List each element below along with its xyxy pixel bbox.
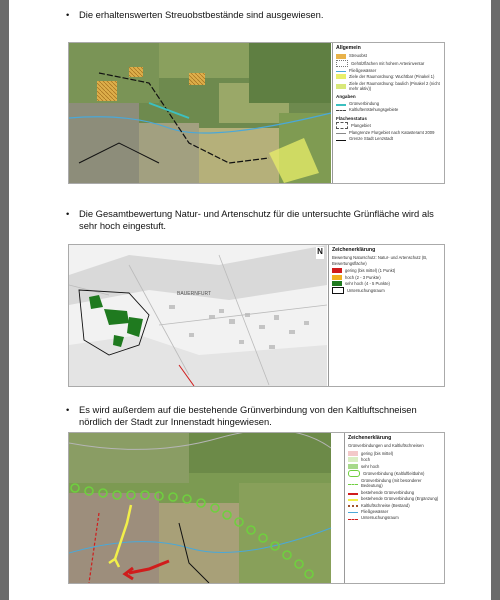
- legend-item: bestehende Grünverbindung: [348, 490, 441, 495]
- swatch-icon: [348, 503, 358, 507]
- map-2-legend-sub: Bewertung Naturschutz: Natur- und Artenschutz (B, Bewertungsfläche): [332, 255, 428, 266]
- swatch-icon: [348, 464, 358, 469]
- swatch-icon: [336, 84, 346, 89]
- swatch-icon: [336, 138, 346, 141]
- legend-item: hoch (2 - 3 Punkte): [332, 275, 441, 280]
- map-2-legend: [328, 245, 444, 386]
- bullet-3-text: Es wird außerdem auf die bestehende Grünverbindung von den Kaltluftschneisen nördlich der Stadt zur Innenstadt hingewiesen.: [79, 404, 417, 427]
- legend-item: gering (bis mittel): [348, 451, 441, 456]
- legend-item: Gehölzflächen mit hohem Arteninventar: [336, 60, 441, 67]
- swatch-icon: [348, 517, 358, 520]
- swatch-icon: [332, 281, 342, 286]
- legend-item: Streuobst: [336, 53, 441, 58]
- legend-item: Ziele der Raumordnung: baulich (Pinakel 2 (nicht mehr aktiv)): [336, 81, 441, 92]
- bullet-glyph: •: [66, 404, 70, 415]
- swatch-icon: [336, 108, 346, 111]
- map-3-legend-title: Zeichenerklärung: [348, 435, 392, 441]
- swatch-icon: [348, 451, 358, 456]
- map-1-legend-section: Flächenstatus: [336, 115, 367, 121]
- town-label: BAUERNFURT: [177, 291, 212, 297]
- legend-item: bestehende Grünverbindung (Ergänzung): [348, 496, 441, 501]
- yellow-arrow-icon: [348, 497, 358, 501]
- bullet-2-text: Die Gesamtbewertung Natur- und Artenschutz für die untersuchte Grünfläche wird als sehr hoch eingestuft.: [79, 208, 434, 231]
- legend-item: Kaltluftschneise (Bestand): [348, 503, 441, 508]
- legend-item: Plangebiet: [336, 122, 441, 129]
- legend-item: gering (bis mittel) (1 Punkt): [332, 268, 441, 273]
- legend-item: Grünverbindung (mit besonderer Bedeutung): [348, 478, 441, 489]
- swatch-icon: [336, 131, 346, 134]
- map-2-bewertung: [68, 244, 445, 387]
- red-arrow-icon: [348, 491, 358, 495]
- swatch-icon: [336, 69, 346, 72]
- map-3-legend-sub: Grünverbindungen und Kaltluftschneisen: [348, 443, 424, 449]
- map-1-streuobst: [68, 42, 445, 184]
- legend-item: Fließgewässer: [348, 509, 441, 514]
- bullet-3: [66, 404, 449, 428]
- north-arrow-icon: N: [333, 435, 339, 444]
- bullet-2: [66, 208, 449, 232]
- legend-item: hoch: [348, 457, 441, 462]
- bullet-glyph: •: [66, 9, 70, 20]
- legend-item: Ziele der Raumordnung: Wuchtbar (Pinakel 1): [336, 74, 441, 79]
- legend-item: Grenze Stadt Lenzstadt: [336, 136, 441, 141]
- legend-item: Grünverbindung (Kaltluftleitbahn): [348, 470, 441, 477]
- legend-item: Plangrenze Flurgebiet nach Katasteramt 2009: [336, 130, 441, 135]
- map-1-legend-section: Angaben: [336, 94, 356, 100]
- legend-item: Untersuchungsraum: [348, 515, 441, 520]
- map-2-legend-title: Zeichenerklärung: [332, 247, 376, 253]
- swatch-icon: [336, 74, 346, 79]
- swatch-icon: [336, 122, 348, 129]
- legend-item: sehr hoch: [348, 464, 441, 469]
- north-arrow-icon: N: [316, 247, 324, 259]
- map-3-gruenverbindung: [68, 432, 445, 584]
- arrow-icon: [336, 102, 346, 106]
- swatch-icon: [348, 457, 358, 462]
- circle-icon: [348, 470, 360, 477]
- legend-item: sehr hoch (4 - 5 Punkte): [332, 281, 441, 286]
- legend-item: Untersuchungsraum: [332, 287, 441, 294]
- bullet-glyph: •: [66, 208, 70, 219]
- swatch-icon: [332, 287, 344, 294]
- map-3-legend: [344, 433, 444, 583]
- document-page: [9, 0, 491, 600]
- legend-item: Kaltluftentstehungsgebiete: [336, 107, 441, 112]
- swatch-icon: [336, 60, 348, 67]
- bullet-1-text: Die erhaltenswerten Streuobstbestände sind ausgewiesen.: [79, 9, 324, 20]
- legend-item: Fließgewässer: [336, 68, 441, 73]
- swatch-icon: [348, 482, 358, 485]
- swatch-icon: [336, 54, 346, 59]
- swatch-icon: [332, 275, 342, 280]
- bullet-1: [66, 9, 324, 21]
- map-1-legend-title: Allgemein: [336, 45, 361, 51]
- map-1-legend: [332, 43, 444, 183]
- swatch-icon: [332, 268, 342, 273]
- legend-item: Grünverbindung: [336, 101, 441, 106]
- swatch-icon: [348, 510, 358, 513]
